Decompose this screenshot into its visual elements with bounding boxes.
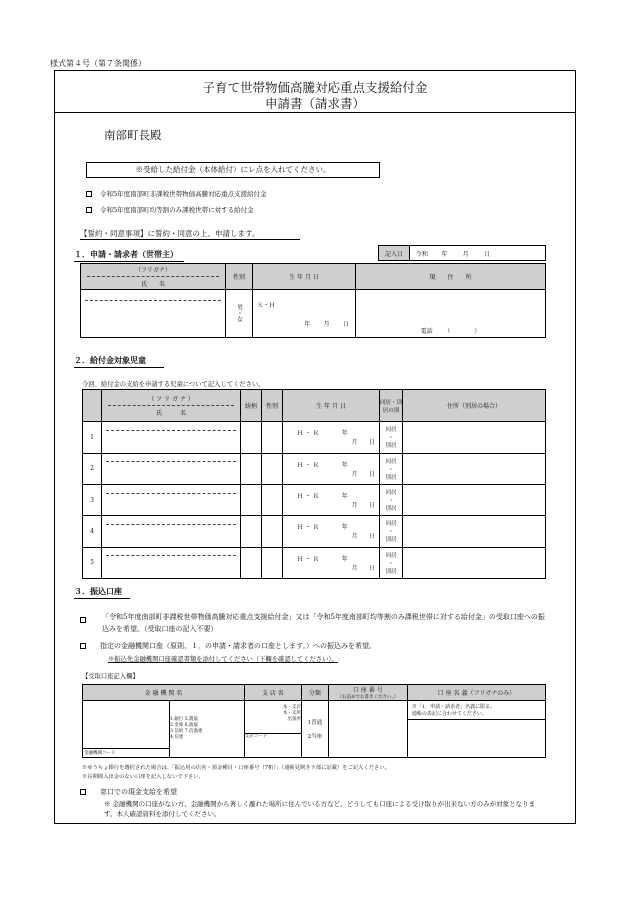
address-header: 現 住 所 (356, 264, 546, 290)
child-birth[interactable]: Ｈ ・ Ｒ 年 月 日 (283, 547, 380, 578)
cash-note: ※ 金融機関の口座がない方、金融機関から著しく離れた場所に住んでいる方など、どうしても口座による受け取りが出来ない方のみが対象となります。本人確認資料を添付してください。 (104, 800, 536, 818)
received-label: 記入日 (379, 246, 410, 261)
benefit-option-1[interactable]: 令和5年度南部町非課税世帯物価高騰対応重点支援給付金 (86, 189, 267, 198)
child-birth[interactable]: Ｈ ・ Ｒ 年 月 日 (283, 516, 380, 547)
underline (74, 367, 164, 368)
notice-box: ※受給した給付金（本体給付）にレ点を入れてください。 (86, 162, 380, 178)
sex-field[interactable] (262, 547, 283, 578)
child-address-field[interactable] (403, 516, 546, 547)
underline (80, 239, 300, 240)
table-row: 5 Ｈ ・ Ｒ 年 月 日 同居 ・ 別居 (83, 547, 546, 578)
checkbox[interactable] (80, 643, 86, 649)
applicant-table (80, 263, 546, 338)
child-birth[interactable]: Ｈ ・ Ｒ 年 月 日 (283, 422, 380, 453)
relation-field[interactable] (241, 547, 262, 578)
child-name-field[interactable] (102, 516, 241, 547)
child-address-field[interactable] (403, 453, 546, 484)
sex-header: 性別 (262, 390, 283, 422)
benefit-option-2[interactable]: 令和5年度南部町均等割のみ課税世帯に対する給付金 (86, 205, 254, 214)
relation-field[interactable] (241, 484, 262, 515)
checkbox[interactable] (86, 207, 92, 213)
holder-field[interactable]: ※「1．申請・請求者」名義に限る。 通帳の表記に合わせてください。 (407, 701, 545, 758)
checkbox[interactable] (86, 191, 92, 197)
sex-field[interactable] (262, 422, 283, 453)
applicant-birth[interactable]: Ｓ・Ｈ 年 月 日 (253, 290, 356, 338)
table-row: 1 Ｈ ・ Ｒ 年 月 日 同居 ・ 別居 (83, 422, 546, 453)
cash-option[interactable]: 窓口での現金支給を希望 (80, 787, 177, 797)
applicant-name-field[interactable] (81, 290, 226, 338)
cohab-field[interactable]: 同居 ・ 別居 (380, 422, 403, 453)
relation-header: 続柄 (241, 390, 262, 422)
bank-name-field[interactable]: 金融機関コード (83, 701, 170, 758)
transfer-option-2[interactable]: 指定の金融機関口座（原則、１．の申請・請求者の口座とします。）への振込みを希望。 (80, 641, 376, 651)
account-label: 【受取口座記入欄】 (82, 673, 139, 680)
sex-field[interactable] (262, 453, 283, 484)
sex-header: 性別 (226, 264, 253, 290)
addressee: 南部町長殿 (104, 128, 162, 142)
children-table (82, 389, 546, 579)
section3-title: ３．振込口座 (74, 586, 122, 596)
account-note-1: ※ゆうちょ銀行を選択された場合は、「振込用の店名・預金種目・口座番号（7桁）」（通帳見開き下部に記載）をご記入ください。 (82, 765, 390, 771)
bank-header: 金 融 機 関 名 (83, 685, 245, 701)
furigana-header: （フリガナ） 氏 名 (81, 264, 226, 290)
form-title: 子育て世帯物価高騰対応重点支援給付金 (202, 80, 428, 95)
sex-field[interactable] (262, 484, 283, 515)
received-date-field[interactable]: 令和 年 月 日 (410, 246, 546, 261)
account-number-field[interactable] (328, 701, 407, 758)
table-row: 4 Ｈ ・ Ｒ 年 月 日 同居 ・ 別居 (83, 516, 546, 547)
table-row: 2 Ｈ ・ Ｒ 年 月 日 同居 ・ 別居 (83, 453, 546, 484)
holder-header: 口 座 名 義（フリガナのみ） (407, 685, 545, 701)
account-note-2: ※長期間入出金のない口座を記入しないで下さい。 (82, 774, 204, 780)
transfer-option-1[interactable]: 「令和5年度南部町非課税世帯物価高騰対応重点支援給付金」又は「令和5年度南部町均等割のみ課税世帯に対する給付金」の受取口座への振込みを希望。（受取口座の記入不要） (80, 611, 546, 635)
underline (74, 261, 184, 262)
birth-header: 生 年 月 日 (283, 390, 380, 422)
account-type[interactable]: 1普通 2当座 (301, 701, 328, 758)
bank-kind[interactable]: 1.銀行 5.農協 2.金庫 6.漁協 3.信組 7.信漁連 4.信連 (170, 701, 245, 758)
form-number: 様式第４号（第７条関係） (50, 59, 146, 68)
cohab-field[interactable]: 同居 ・ 別居 (380, 453, 403, 484)
relation-field[interactable] (241, 516, 262, 547)
cohab-field[interactable]: 同居 ・ 別居 (380, 484, 403, 515)
cohab-header: 同居・別居の別 (380, 390, 403, 422)
account-table (82, 684, 546, 758)
child-name-field[interactable] (102, 547, 241, 578)
child-address-field[interactable] (403, 547, 546, 578)
cohab-field[interactable]: 同居 ・ 別居 (380, 547, 403, 578)
branch-header: 支 店 名 (244, 685, 301, 701)
option2-note: ※振込先金融機関口座確認書類を添付してください（下欄を確認してください）。 (108, 656, 338, 663)
divider (54, 112, 576, 113)
child-address-header: 住所（別居の場合） (403, 390, 546, 422)
child-name-header: （ フ リ ガ ナ ） 氏 名 (102, 390, 241, 422)
checkbox[interactable] (80, 617, 86, 623)
section2-intro: 今回、給付金の支給を申請する児童について記入してください。 (82, 381, 265, 388)
number-header: 口 座 番 号 （右詰めでお書きください。） (328, 685, 407, 701)
relation-field[interactable] (241, 453, 262, 484)
child-address-field[interactable] (403, 422, 546, 453)
cohab-field[interactable]: 同居 ・ 別居 (380, 516, 403, 547)
relation-field[interactable] (241, 422, 262, 453)
child-name-field[interactable] (102, 453, 241, 484)
table-row: 3 Ｈ ・ Ｒ 年 月 日 同居 ・ 別居 (83, 484, 546, 515)
received-date (378, 245, 546, 261)
birth-header: 生 年 月 日 (253, 264, 356, 290)
child-birth[interactable]: Ｈ ・ Ｒ 年 月 日 (283, 453, 380, 484)
sex-field[interactable] (262, 516, 283, 547)
applicant-address[interactable]: 電話 （ ） (356, 290, 546, 338)
underline (74, 598, 130, 599)
child-birth[interactable]: Ｈ ・ Ｒ 年 月 日 (283, 484, 380, 515)
applicant-sex[interactable]: 男・女 (226, 290, 253, 338)
child-name-field[interactable] (102, 422, 241, 453)
agreement-text: 【誓約・同意事項】に誓約・同意の上、申請します。 (80, 229, 260, 238)
checkbox[interactable] (80, 789, 86, 795)
child-name-field[interactable] (102, 484, 241, 515)
branch-field[interactable]: 本・支店 本・支所 出張所 支店コード (244, 701, 301, 758)
form-subtitle: 申請書（請求書） (264, 96, 365, 111)
section2-title: ２．給付金対象児童 (74, 355, 146, 365)
type-header: 分類 (301, 685, 328, 701)
section1-title: １．申請・請求者（世帯主） (74, 249, 178, 259)
child-address-field[interactable] (403, 484, 546, 515)
